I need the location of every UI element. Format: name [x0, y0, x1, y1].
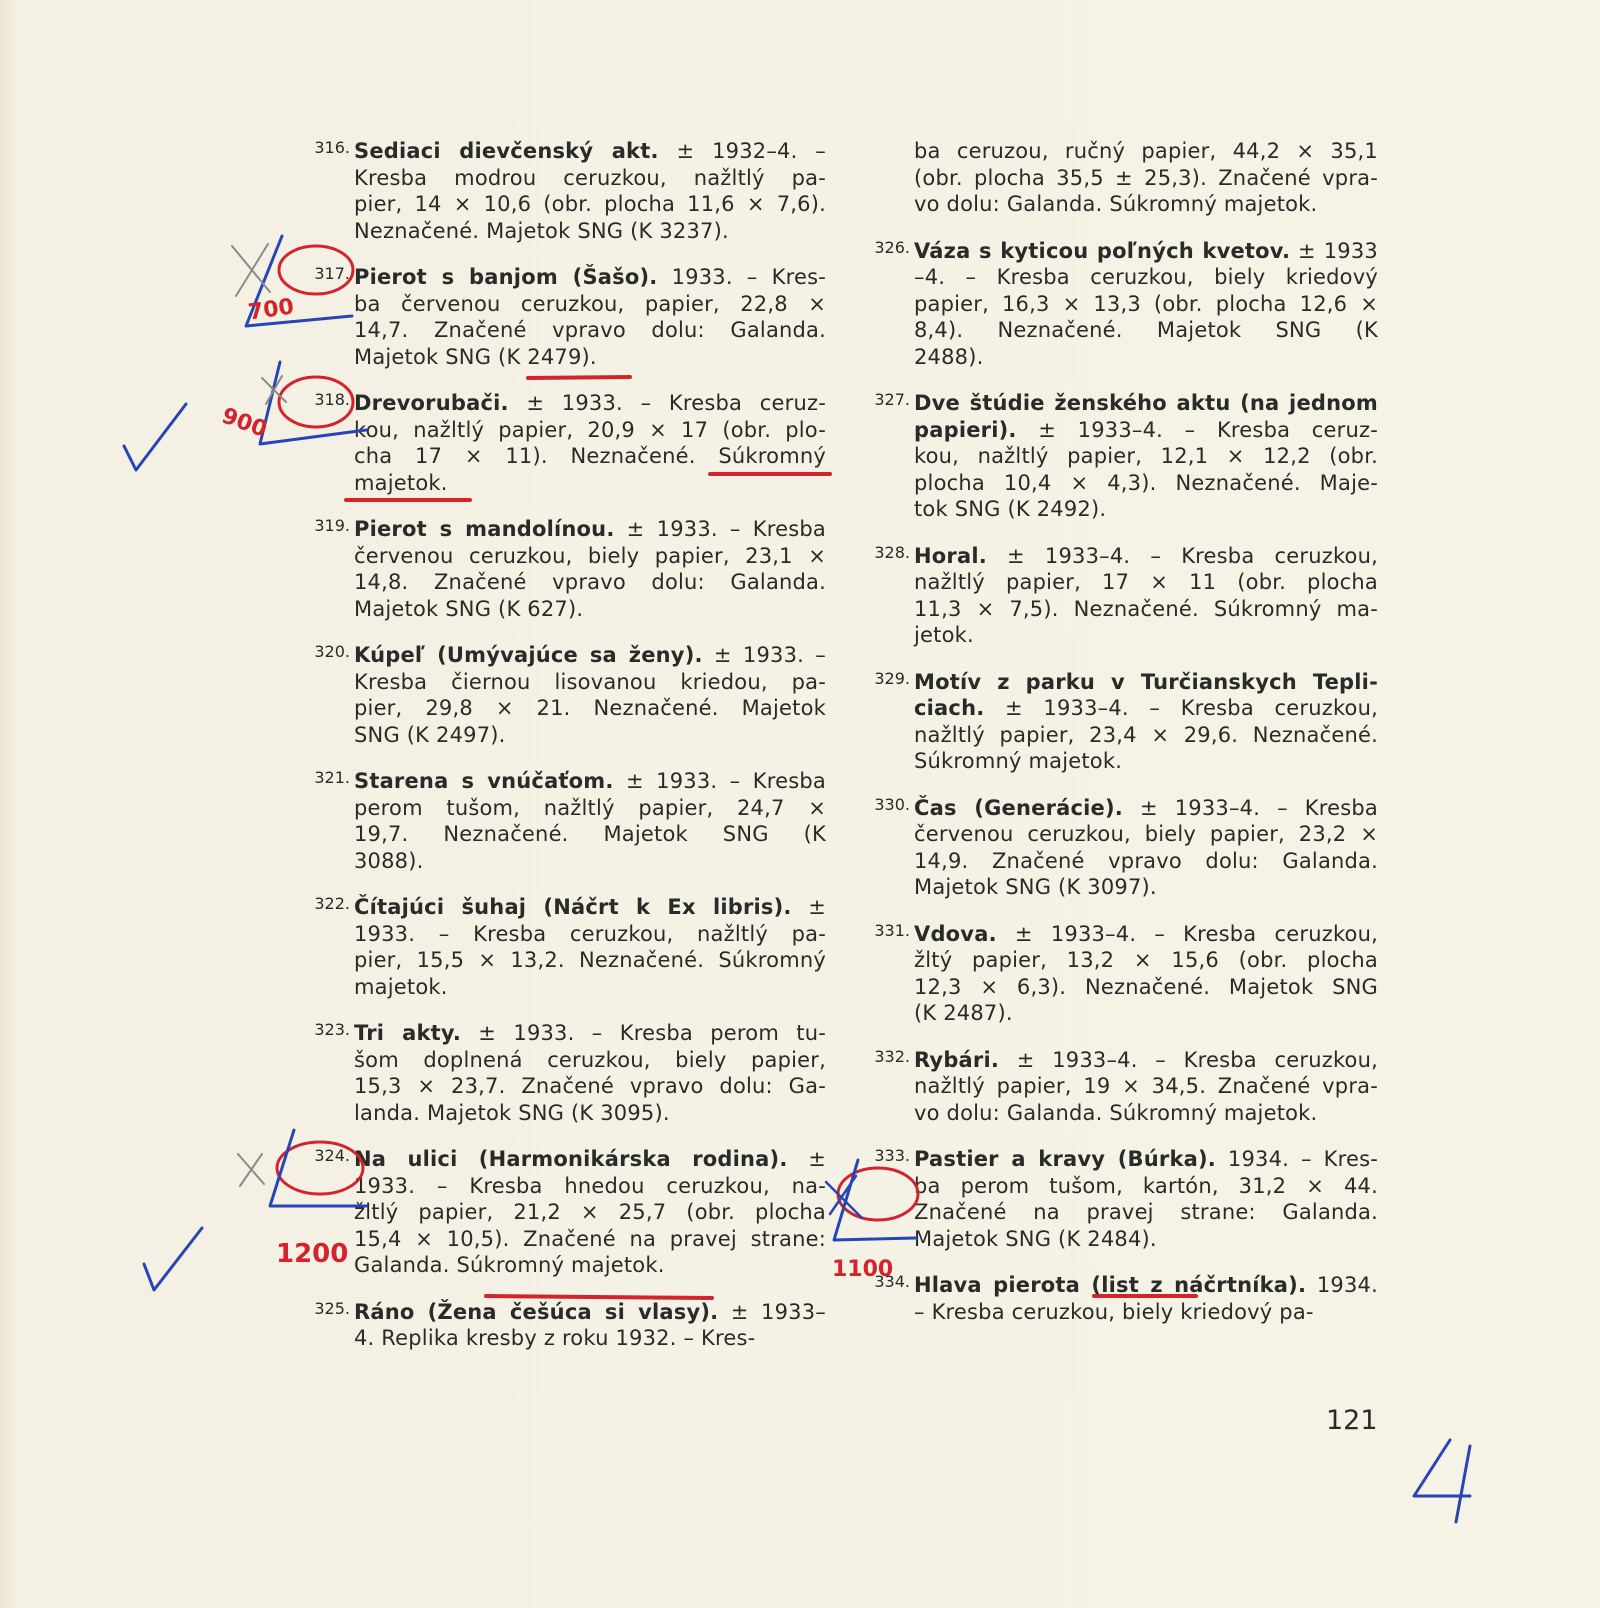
entry-line — [354, 1073, 826, 1100]
entry-line — [914, 344, 1378, 371]
catalog-entry — [852, 1047, 1378, 1127]
entry-gap — [292, 1000, 826, 1020]
catalog-entry — [292, 138, 826, 244]
entry-text: ba ceruzou, ručný papier, 44,2 × 35,1 — [914, 139, 1378, 163]
entry-line — [914, 470, 1378, 497]
entry-line — [914, 1272, 1378, 1299]
price-324: 1200 — [276, 1239, 349, 1269]
entry-line — [354, 417, 826, 444]
checkmark-324 — [144, 1228, 202, 1290]
entry-line — [354, 1199, 826, 1226]
entry-line — [914, 722, 1378, 749]
entry-title: Váza s kyticou poľných kvetov. — [914, 238, 1291, 263]
entry-line — [354, 974, 826, 1001]
entry-text: červenou ceruzkou, biely papier, 23,1 × — [354, 543, 826, 568]
entry-title: Čítajúci šuhaj (Náčrt k Ex libris). — [354, 895, 792, 919]
entry-line — [914, 291, 1378, 318]
entry-text: majetok. — [354, 470, 448, 495]
entry-text: ± 1933 — [1290, 238, 1378, 263]
entry-title: ciach. — [914, 696, 985, 720]
entry-gap — [852, 370, 1378, 390]
entry-number: 317. — [314, 264, 350, 283]
entry-line — [914, 874, 1378, 901]
entry-title: Vdova. — [914, 921, 997, 946]
entry-line — [914, 317, 1378, 344]
entry-line — [914, 417, 1378, 444]
entry-text: (K 2487). — [914, 1001, 1013, 1025]
entry-text: ± 1933– — [718, 1299, 826, 1324]
entry-text: ± — [791, 895, 826, 919]
checkmark-318 — [124, 404, 186, 470]
corner-mark-4 — [1414, 1440, 1470, 1522]
entry-number: 322. — [314, 894, 350, 913]
entry-line — [354, 1146, 826, 1173]
entry-line — [914, 795, 1378, 822]
entry-text: 1934. – Kres- — [1215, 1147, 1378, 1171]
entry-line — [914, 165, 1378, 192]
entry-gap — [852, 775, 1378, 795]
entry-line — [354, 344, 826, 371]
entry-title: Pierot s banjom (Šašo). — [354, 265, 658, 289]
entry-line — [354, 1047, 826, 1074]
left-column — [292, 138, 826, 1352]
catalog-entry — [852, 390, 1378, 523]
entry-gap — [292, 1126, 826, 1146]
entry-text: 8,4). Neznačené. Majetok SNG (K — [914, 318, 1378, 342]
entry-gap — [292, 874, 826, 894]
entry-number: 332. — [874, 1046, 910, 1066]
catalog-entry — [852, 921, 1378, 1027]
entry-title: Na ulici (Harmonikárska rodina). — [354, 1147, 788, 1171]
entry-gap — [852, 523, 1378, 543]
entry-title: Pierot s mandolínou. — [354, 517, 615, 541]
grey-cross-324 — [238, 1154, 264, 1186]
entry-number: 323. — [314, 1020, 350, 1039]
entry-line — [914, 1226, 1378, 1253]
entry-line — [354, 291, 826, 318]
page-number: 121 — [1326, 1405, 1378, 1436]
entry-text: ± 1933. – Kresba — [613, 769, 826, 793]
entry-line — [354, 165, 826, 192]
entry-line — [354, 669, 826, 696]
entry-text: žltý papier, 13,2 × 15,6 (obr. plocha — [914, 948, 1378, 972]
entry-line — [354, 390, 826, 417]
entry-line — [354, 1226, 826, 1253]
entry-text: ± 1933. – Kresba perom tu- — [461, 1021, 826, 1045]
entry-text: perom tušom, nažltlý papier, 24,7 × — [354, 795, 826, 820]
entry-text: červenou ceruzkou, biely papier, 23,2 × — [914, 822, 1378, 846]
entry-text: 1933. – Kresba hnedou ceruzkou, na- — [354, 1173, 826, 1198]
entry-line — [354, 596, 826, 623]
entry-text: cha 17 × 11). Neznačené. Súkromný — [354, 444, 826, 468]
entry-number: 333. — [874, 1146, 910, 1165]
entry-line — [914, 947, 1378, 974]
catalog-entry — [292, 516, 826, 622]
entry-line — [914, 669, 1378, 696]
price-317: 700 — [246, 294, 296, 326]
entry-line — [914, 191, 1378, 218]
entry-line — [914, 1199, 1378, 1226]
catalog-entry — [292, 1299, 826, 1352]
entry-text: papier, 16,3 × 13,3 (obr. plocha 12,6 × — [914, 291, 1378, 316]
entry-text: Súkromný majetok. — [914, 749, 1123, 773]
entry-line — [914, 569, 1378, 596]
entry-text: Kresba modrou ceruzkou, nažltlý pa- — [354, 165, 826, 190]
catalog-entry — [852, 238, 1378, 371]
entry-title: Sediaci dievčenský akt. — [354, 139, 659, 163]
entry-gap — [292, 244, 826, 264]
entry-line — [914, 390, 1378, 417]
entry-text: SNG (K 2497). — [354, 722, 506, 747]
entry-text: vo dolu: Galanda. Súkromný majetok. — [914, 192, 1318, 216]
entry-line — [354, 695, 826, 722]
entry-text: ± 1933–4. – Kresba ceruzkou, — [996, 921, 1378, 946]
entry-text: (obr. plocha 35,5 ± 25,3). Značené vpra- — [914, 165, 1378, 190]
entry-line — [914, 264, 1378, 291]
price-333: 1100 — [832, 1257, 894, 1282]
entry-text: kou, nažltlý papier, 12,1 × 12,2 (obr. — [914, 444, 1378, 468]
entry-text: –4. – Kresba ceruzkou, biely kriedový — [914, 265, 1378, 289]
price-318: 900 — [218, 403, 271, 443]
entry-title: Čas (Generácie). — [914, 795, 1123, 820]
entry-gap — [852, 649, 1378, 669]
entry-line — [354, 642, 826, 669]
entry-number: 326. — [874, 237, 910, 257]
entry-gap — [852, 218, 1378, 238]
entry-line — [354, 218, 826, 245]
entry-line — [914, 138, 1378, 165]
entry-gap — [292, 370, 826, 390]
entry-line — [914, 1146, 1378, 1173]
entry-gap — [852, 1252, 1378, 1272]
entry-number: 334. — [874, 1272, 910, 1291]
entry-line — [914, 622, 1378, 649]
entry-text: jetok. — [914, 623, 974, 647]
entry-text: nažltlý papier, 19 × 34,5. Značené vpra- — [914, 1074, 1378, 1098]
entry-line — [354, 1020, 826, 1047]
entry-line — [354, 317, 826, 344]
entry-text: 1933. – Kresba ceruzkou, nažltlý pa- — [354, 921, 826, 946]
entry-number: 325. — [314, 1298, 350, 1318]
entry-title: Kúpeľ (Umývajúce sa ženy). — [354, 643, 703, 667]
entry-text: pier, 29,8 × 21. Neznačené. Majetok — [354, 696, 826, 720]
entry-line — [354, 470, 826, 497]
entry-line — [354, 543, 826, 570]
grey-cross-318 — [262, 376, 286, 404]
entry-text: ± 1933. – Kresba ceruz- — [508, 391, 826, 415]
entry-number: 316. — [314, 138, 350, 157]
catalog-entry — [852, 1272, 1378, 1325]
entry-line — [354, 848, 826, 875]
entry-text: Majetok SNG (K 627). — [354, 596, 584, 621]
entry-text: ± 1933–4. – Kresba ceruzkou, — [999, 1047, 1378, 1072]
entry-text: ± — [787, 1147, 826, 1171]
entry-text: 4. Replika kresby z roku 1932. – Kres- — [354, 1326, 756, 1350]
entry-line — [914, 496, 1378, 523]
entry-line — [914, 543, 1378, 570]
entry-line — [914, 848, 1378, 875]
entry-line — [914, 1000, 1378, 1027]
entry-text: 15,3 × 23,7. Značené vpravo dolu: Ga- — [354, 1074, 826, 1098]
entry-number: 327. — [874, 390, 910, 409]
entry-text: ± 1933–4. – Kresba ceruzkou, — [986, 543, 1378, 568]
catalog-entry — [852, 1146, 1378, 1252]
entry-text: 15,4 × 10,5). Značené na pravej strane: — [354, 1226, 826, 1251]
entry-title: Drevorubači. — [354, 391, 509, 415]
entry-line — [354, 191, 826, 218]
entry-gap — [852, 1126, 1378, 1146]
entry-line — [914, 974, 1378, 1001]
catalog-entry — [292, 1146, 826, 1279]
entry-text: 12,3 × 6,3). Neznačené. Majetok SNG — [914, 974, 1378, 999]
entry-text: kou, nažltlý papier, 20,9 × 17 (obr. plo- — [354, 417, 826, 442]
entry-text: plocha 10,4 × 4,3). Neznačené. Maje- — [914, 470, 1378, 495]
catalog-entry — [852, 138, 1378, 218]
entry-line — [914, 596, 1378, 623]
entry-title: Starena s vnúčaťom. — [354, 769, 614, 793]
catalog-entry — [852, 543, 1378, 649]
entry-title: papieri). — [914, 417, 1017, 442]
entry-line — [914, 443, 1378, 470]
entry-text: Kresba čiernou lisovanou kriedou, pa- — [354, 669, 826, 694]
entry-line — [354, 1252, 826, 1279]
entry-line — [354, 1325, 826, 1352]
entry-gap — [852, 1027, 1378, 1047]
entry-line — [354, 516, 826, 543]
right-column — [852, 138, 1378, 1325]
entry-line — [354, 138, 826, 165]
entry-line — [914, 921, 1378, 948]
entry-line — [354, 1299, 826, 1326]
entry-line — [914, 1047, 1378, 1074]
entry-text: 1934. — [1306, 1273, 1378, 1297]
entry-text: ± 1933. – Kresba — [614, 517, 826, 541]
entry-text: ± 1933. – — [702, 643, 826, 667]
entry-gap — [852, 901, 1378, 921]
entry-text: Neznačené. Majetok SNG (K 3237). — [354, 218, 729, 243]
entry-title: Ráno (Žena češúca si vlasy). — [354, 1299, 719, 1324]
entry-text: 14,9. Značené vpravo dolu: Galanda. — [914, 848, 1378, 873]
entry-text: 14,7. Značené vpravo dolu: Galanda. — [354, 318, 826, 342]
entry-gap — [292, 496, 826, 516]
entry-line — [914, 1073, 1378, 1100]
catalog-entry — [292, 894, 826, 1000]
entry-gap — [292, 1279, 826, 1299]
entry-text: 11,3 × 7,5). Neznačené. Súkromný ma- — [914, 596, 1378, 621]
entry-number: 319. — [314, 516, 350, 535]
entry-number: 329. — [874, 668, 910, 688]
entry-text: Majetok SNG (K 3097). — [914, 875, 1157, 899]
entry-line — [354, 1100, 826, 1127]
entry-line — [914, 821, 1378, 848]
entry-text: ± 1932–4. – — [658, 139, 826, 163]
entry-title: Tri akty. — [354, 1021, 462, 1045]
catalog-entry — [852, 795, 1378, 901]
entry-line — [354, 894, 826, 921]
entry-line — [914, 1100, 1378, 1127]
entry-text: ± 1933–4. – Kresba ceruzkou, — [984, 696, 1378, 720]
entry-line — [914, 695, 1378, 722]
entry-gap — [292, 748, 826, 768]
entry-text: vo dolu: Galanda. Súkromný majetok. — [914, 1100, 1318, 1125]
entry-title: Motív z parku v Turčianskych Tepli- — [914, 669, 1378, 694]
catalog-entry — [852, 669, 1378, 775]
entry-line — [914, 238, 1378, 265]
entry-number: 318. — [314, 390, 350, 409]
entry-text: 19,7. Neznačené. Majetok SNG (K — [354, 822, 826, 846]
entry-line — [354, 1173, 826, 1200]
grey-cross-317 — [232, 244, 270, 296]
entry-text: 2488). — [914, 344, 984, 369]
entry-text: 1933. – Kres- — [657, 265, 827, 289]
entry-number: 331. — [874, 920, 910, 940]
entry-number: 321. — [314, 768, 350, 787]
entry-text: šom doplnená ceruzkou, biely papier, — [354, 1047, 826, 1072]
entry-number: 320. — [314, 642, 350, 661]
entry-line — [354, 795, 826, 822]
entry-title: Hlava pierota (list z náčrtníka). — [914, 1273, 1307, 1297]
entry-line — [354, 947, 826, 974]
entry-text: nažltlý papier, 23,4 × 29,6. Neznačené. — [914, 722, 1378, 747]
entry-line — [914, 1173, 1378, 1200]
entry-title: Horal. — [914, 543, 987, 568]
entry-line — [914, 748, 1378, 775]
entry-title: Dve štúdie ženského aktu (na jednom — [914, 391, 1378, 415]
entry-text: Značené na pravej strane: Galanda. — [914, 1200, 1378, 1224]
entry-text: pier, 14 × 10,6 (obr. plocha 11,6 × 7,6). — [354, 192, 826, 216]
catalog-entry — [292, 642, 826, 748]
entry-text: Galanda. Súkromný majetok. — [354, 1253, 665, 1277]
entry-text: Majetok SNG (K 2484). — [914, 1226, 1157, 1251]
entry-line — [354, 443, 826, 470]
catalog-entry — [292, 390, 826, 496]
entry-text: – Kresba ceruzkou, biely kriedový pa- — [914, 1299, 1314, 1324]
entry-line — [354, 264, 826, 291]
entry-text: žltlý papier, 21,2 × 25,7 (obr. plocha — [354, 1200, 826, 1224]
entry-text: ba perom tušom, kartón, 31,2 × 44. — [914, 1173, 1378, 1198]
catalog-entry — [292, 768, 826, 874]
entry-text: ± 1933–4. – Kresba — [1122, 795, 1378, 820]
entry-text: 14,8. Značené vpravo dolu: Galanda. — [354, 570, 826, 594]
entry-text: ± 1933–4. – Kresba ceruz- — [1016, 417, 1378, 442]
catalog-entry — [292, 264, 826, 370]
entry-line — [354, 921, 826, 948]
entry-number: 324. — [314, 1146, 350, 1165]
entry-title: Rybári. — [914, 1047, 1000, 1072]
entry-text: tok SNG (K 2492). — [914, 497, 1107, 521]
entry-text: Majetok SNG (K 2479). — [354, 344, 597, 369]
entry-text: 3088). — [354, 848, 424, 873]
entry-gap — [292, 622, 826, 642]
entry-text: ba červenou ceruzkou, papier, 22,8 × — [354, 291, 826, 316]
entry-line — [354, 722, 826, 749]
entry-number: 330. — [874, 794, 910, 814]
entry-title: Pastier a kravy (Búrka). — [914, 1147, 1216, 1171]
entry-line — [914, 1299, 1378, 1326]
entry-line — [354, 569, 826, 596]
entry-line — [354, 768, 826, 795]
entry-text: landa. Majetok SNG (K 3095). — [354, 1100, 670, 1125]
entry-line — [354, 821, 826, 848]
entry-text: pier, 15,5 × 13,2. Neznačené. Súkromný — [354, 948, 826, 972]
entry-text: majetok. — [354, 974, 448, 999]
entry-text: nažltlý papier, 17 × 11 (obr. plocha — [914, 570, 1378, 594]
catalog-entry — [292, 1020, 826, 1126]
entry-number: 328. — [874, 542, 910, 562]
